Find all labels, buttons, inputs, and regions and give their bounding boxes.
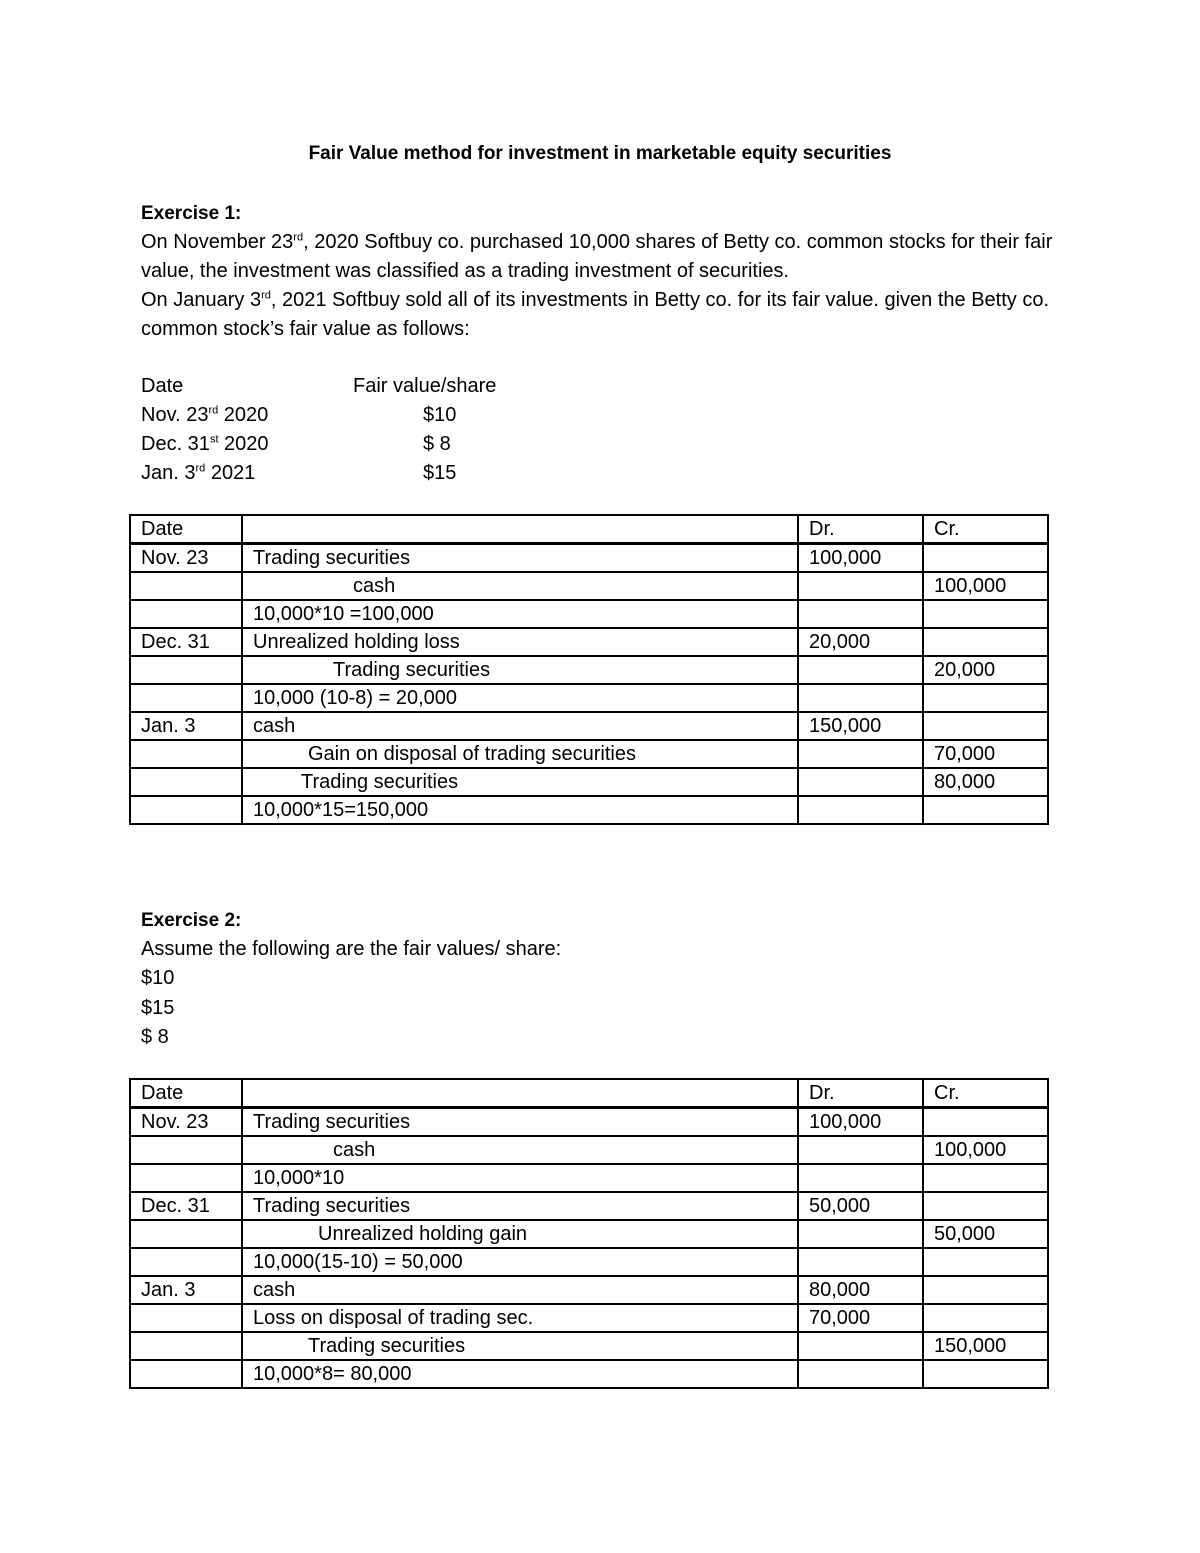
entry-date: [130, 1304, 242, 1332]
journal-row: [130, 1164, 1048, 1192]
journal-row: [130, 572, 1048, 600]
entry-description: 10,000(15-10) = 50,000: [242, 1248, 798, 1276]
journal-row: [130, 600, 1048, 628]
fair-value-amount: $15: [423, 462, 457, 484]
journal-row: [130, 1304, 1048, 1332]
journal-table-exercise-2: [129, 1078, 1049, 1389]
entry-date: [130, 1248, 242, 1276]
journal-row: [130, 656, 1048, 684]
entry-date: [130, 1136, 242, 1164]
exercise-2-values: [141, 964, 174, 1053]
entry-description: Trading securities: [242, 656, 798, 684]
credit-amount: [923, 712, 1048, 740]
entry-date: [130, 768, 242, 796]
credit-amount: [923, 1304, 1048, 1332]
debit-header: Dr.: [798, 1079, 923, 1108]
fair-value-date: Nov. 23rd 2020: [141, 404, 269, 426]
exercise-1-heading: Exercise 1:: [141, 203, 242, 224]
journal-table-exercise-1: [129, 514, 1049, 825]
credit-amount: 70,000: [923, 740, 1048, 768]
journal-row: [130, 768, 1048, 796]
journal-row: [130, 1220, 1048, 1248]
journal-header-row: [130, 1079, 1048, 1108]
credit-amount: 100,000: [923, 572, 1048, 600]
credit-amount: [923, 684, 1048, 712]
entry-description: Trading securities: [242, 768, 798, 796]
entry-description: Gain on disposal of trading securities: [242, 740, 798, 768]
debit-amount: 70,000: [798, 1304, 923, 1332]
journal-row: [130, 712, 1048, 740]
exercise-2-intro: Assume the following are the fair values/ share:: [141, 938, 562, 960]
date-header: Date: [130, 515, 242, 544]
entry-date: Nov. 23: [130, 544, 242, 573]
journal-row: [130, 796, 1048, 824]
entry-description: Trading securities: [242, 1332, 798, 1360]
exercise-1-text: [141, 228, 1061, 344]
entry-date: [130, 1220, 242, 1248]
credit-amount: [923, 628, 1048, 656]
fair-value-item: $10: [141, 967, 175, 989]
entry-description: Trading securities: [242, 1108, 798, 1137]
entry-date: Dec. 31: [130, 1192, 242, 1220]
debit-amount: 20,000: [798, 628, 923, 656]
entry-description: cash: [242, 712, 798, 740]
entry-description: cash: [242, 572, 798, 600]
date-header: Date: [130, 1079, 242, 1108]
exercise-1-paragraph-1: On November 23rd, 2020 Softbuy co. purchased 10,000 shares of Betty co. common stocks for their fair value, the investment was classified as a trading investment of securities.: [141, 231, 1053, 282]
debit-amount: [798, 796, 923, 824]
credit-amount: [923, 1164, 1048, 1192]
entry-description: 10,000*10: [242, 1164, 798, 1192]
credit-amount: [923, 1276, 1048, 1304]
debit-amount: 100,000: [798, 1108, 923, 1137]
fair-value-item: $ 8: [141, 1026, 169, 1048]
entry-date: [130, 1360, 242, 1388]
debit-amount: 100,000: [798, 544, 923, 573]
journal-header-row: [130, 515, 1048, 544]
entry-description: 10,000*8= 80,000: [242, 1360, 798, 1388]
credit-amount: [923, 796, 1048, 824]
journal-row: [130, 1108, 1048, 1137]
journal-row: [130, 1276, 1048, 1304]
debit-amount: [798, 572, 923, 600]
debit-amount: 50,000: [798, 1192, 923, 1220]
entry-description: 10,000*10 =100,000: [242, 600, 798, 628]
debit-amount: 150,000: [798, 712, 923, 740]
credit-amount: [923, 1360, 1048, 1388]
fair-value-date: Dec. 31st 2020: [141, 433, 269, 455]
credit-amount: 100,000: [923, 1136, 1048, 1164]
entry-description: cash: [242, 1276, 798, 1304]
entry-date: [130, 740, 242, 768]
entry-description: Loss on disposal of trading sec.: [242, 1304, 798, 1332]
credit-amount: [923, 1248, 1048, 1276]
entry-date: Nov. 23: [130, 1108, 242, 1137]
description-header: [242, 1079, 798, 1108]
credit-amount: 150,000: [923, 1332, 1048, 1360]
debit-amount: [798, 768, 923, 796]
entry-description: Unrealized holding gain: [242, 1220, 798, 1248]
debit-amount: [798, 1164, 923, 1192]
credit-amount: [923, 544, 1048, 573]
journal-row: [130, 628, 1048, 656]
entry-description: 10,000 (10-8) = 20,000: [242, 684, 798, 712]
credit-amount: [923, 1192, 1048, 1220]
entry-date: [130, 1164, 242, 1192]
debit-amount: [798, 1332, 923, 1360]
exercise-1-paragraph-2: On January 3rd, 2021 Softbuy sold all of its investments in Betty co. for its fair value. given the Betty co. common stock’s fair value as follows:: [141, 289, 1050, 340]
entry-description: Trading securities: [242, 544, 798, 573]
credit-header: Cr.: [923, 1079, 1048, 1108]
credit-amount: 80,000: [923, 768, 1048, 796]
entry-description: Unrealized holding loss: [242, 628, 798, 656]
entry-date: [130, 656, 242, 684]
page-title: Fair Value method for investment in marketable equity securities: [308, 143, 892, 164]
journal-row: [130, 544, 1048, 573]
entry-date: Dec. 31: [130, 628, 242, 656]
journal-row: [130, 740, 1048, 768]
debit-amount: [798, 1220, 923, 1248]
debit-header: Dr.: [798, 515, 923, 544]
credit-header: Cr.: [923, 515, 1048, 544]
entry-date: Jan. 3: [130, 712, 242, 740]
debit-amount: 80,000: [798, 1276, 923, 1304]
credit-amount: 50,000: [923, 1220, 1048, 1248]
credit-amount: 20,000: [923, 656, 1048, 684]
journal-row: [130, 1192, 1048, 1220]
description-header: [242, 515, 798, 544]
journal-row: [130, 1248, 1048, 1276]
journal-row: [130, 1332, 1048, 1360]
entry-description: cash: [242, 1136, 798, 1164]
debit-amount: [798, 656, 923, 684]
journal-row: [130, 1360, 1048, 1388]
fair-value-amount: $10: [423, 404, 457, 426]
entry-date: [130, 1332, 242, 1360]
debit-amount: [798, 684, 923, 712]
debit-amount: [798, 1360, 923, 1388]
entry-description: Trading securities: [242, 1192, 798, 1220]
credit-amount: [923, 1108, 1048, 1137]
entry-date: [130, 684, 242, 712]
exercise-2-heading: Exercise 2:: [141, 910, 242, 931]
debit-amount: [798, 1248, 923, 1276]
debit-amount: [798, 740, 923, 768]
fair-value-item: $15: [141, 996, 175, 1019]
debit-amount: [798, 1136, 923, 1164]
journal-row: [130, 1136, 1048, 1164]
entry-date: [130, 796, 242, 824]
journal-row: [130, 684, 1048, 712]
credit-amount: [923, 600, 1048, 628]
fair-value-amount: $ 8: [423, 433, 451, 455]
entry-date: [130, 600, 242, 628]
document-page: Fair Value method for investment in marketable equity securities Exercise 1: On November 23rd, 2020 Softbuy co. purchased 10,000 shares of Betty co. common stocks for their fair value, the investment was classified as a trading investment of securities. On January 3rd, 2021 Softbuy sold all of its investments in Betty co. for its fair value. given the Betty co. common stock’s fair value as follows: Date Fair value/share Nov. 23rd 2020 $10 Dec. 31st 2020 $ 8 Jan. 3rd 2021 $15 Date Dr. Cr. Nov. 23 Trading securities 100,000 cash 100,000 10,000*10 =100,000 Dec. 31 Unrealized holding loss 20,000 Trading securities 20,000 10,000 (10-8) = 20,000 Jan. 3 cash 150,000 Gain on disposal of trading securities 70,000 Trading securities 80,000 10,000*15=150,000 Exercise 2: Assume the following are the fair values/ share: $10 $15 $ 8 Date Dr. Cr. Nov. 23 Trading securities 100,000 cash 100,000 10,000*10 Dec. 31 Trading securities 50,000 Unrealized holding gain 50,000 10,000(15-10) = 50,000 Jan. 3 cash 80,000 Loss on disposal of trading sec. 70,000 Trading securities 150,000 10,000*8= 80,000: [0, 0, 1200, 1553]
fair-value-date: Jan. 3rd 2021: [141, 462, 256, 484]
debit-amount: [798, 600, 923, 628]
entry-date: [130, 572, 242, 600]
entry-description: 10,000*15=150,000: [242, 796, 798, 824]
entry-date: Jan. 3: [130, 1276, 242, 1304]
